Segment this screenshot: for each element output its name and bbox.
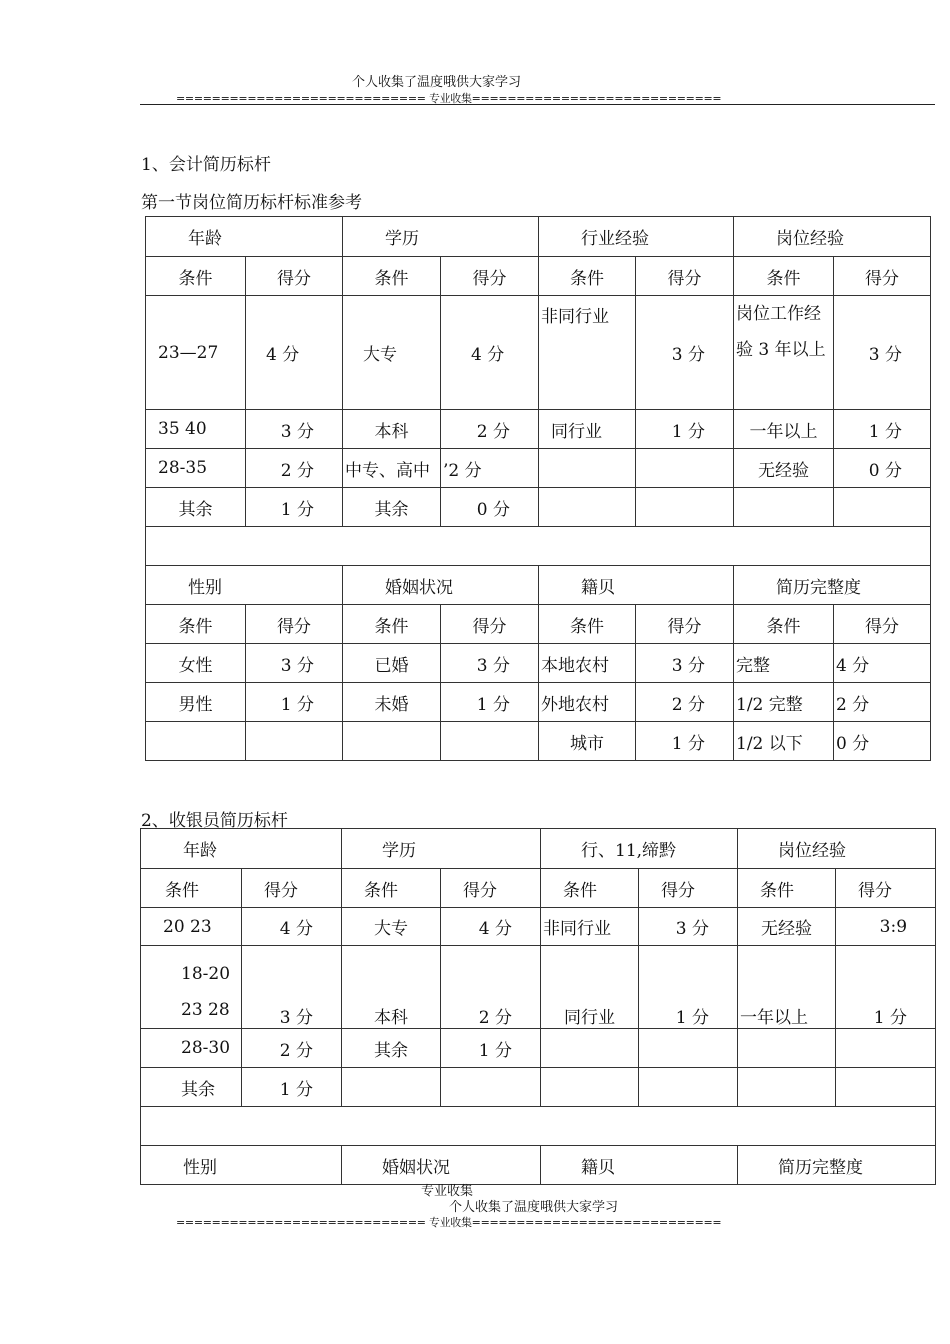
table-row <box>146 683 931 722</box>
table-cell: 4 分 <box>441 296 539 410</box>
table-row <box>146 488 931 527</box>
group-header-resume: 简历完整度 <box>738 1146 936 1185</box>
table-row <box>141 1029 936 1068</box>
table-cell: 大专 <box>343 296 441 410</box>
table-cell-line: 18-20 <box>181 964 231 984</box>
table-row <box>146 410 931 449</box>
table-row <box>146 722 931 761</box>
table-cell: 1/2 以下 <box>734 722 834 761</box>
accounting-score-table <box>145 216 931 761</box>
table-cell: 本科 <box>342 946 441 1029</box>
table-cell: 3 分 <box>636 644 734 683</box>
table-cell: 4 分 <box>834 644 931 683</box>
table-cell: 无经验 <box>734 449 834 488</box>
table-cell: 非同行业 <box>539 296 636 410</box>
group-header-origin: 籍贝 <box>541 1146 738 1185</box>
table-cell: 1 分 <box>246 683 343 722</box>
sub-header-score: 得分 <box>246 605 343 644</box>
table-cell: 本地农村 <box>539 644 636 683</box>
spacer-row <box>146 527 931 566</box>
table-cell: 一年以上 <box>738 946 836 1029</box>
table-cell: 3 分 <box>246 644 343 683</box>
table-cell: 3 分 <box>441 644 539 683</box>
table-cell: 本科 <box>343 410 441 449</box>
table-cell: 一年以上 <box>734 410 834 449</box>
table-cell: 2 分 <box>242 1029 342 1068</box>
table-cell: 4 分 <box>246 296 343 410</box>
table-cell: 3 分 <box>242 946 342 1029</box>
section2-title: 2、收银员简历标杆 <box>141 811 288 831</box>
table-cell: 4 分 <box>242 908 342 946</box>
table-cell: 1 分 <box>834 410 931 449</box>
table-cell: 3 分 <box>639 908 738 946</box>
table-cell: 4 分 <box>441 908 541 946</box>
table-cell: 2 分 <box>441 946 541 1029</box>
table-cell: 已婚 <box>343 644 441 683</box>
table-cell <box>246 722 343 761</box>
table-cell: 完整 <box>734 644 834 683</box>
section1-title: 1、会计简历标杆 <box>141 155 271 175</box>
table-cell <box>834 488 931 527</box>
group-header-position: 岗位经验 <box>734 217 931 257</box>
table-cell: 0 分 <box>834 722 931 761</box>
group-header-position: 岗位经验 <box>738 829 936 869</box>
table-cell: 35 40 <box>146 410 246 449</box>
table-cell <box>734 488 834 527</box>
table-cell <box>639 1029 738 1068</box>
sub-header-condition: 条件 <box>342 869 441 908</box>
group-header-age: 年龄 <box>141 829 342 869</box>
table-cell: 2 分 <box>441 410 539 449</box>
sub-header-condition: 条件 <box>343 605 441 644</box>
table-cell: 中专、高中 <box>343 449 441 488</box>
sub-header-condition: 条件 <box>541 869 639 908</box>
sub-header-condition: 条件 <box>146 257 246 296</box>
sub-header-condition: 条件 <box>539 257 636 296</box>
sub-header-score: 得分 <box>836 869 936 908</box>
table-cell <box>738 1029 836 1068</box>
table-cell <box>441 1068 541 1107</box>
group-header-resume: 简历完整度 <box>734 566 931 605</box>
table-cell <box>738 1068 836 1107</box>
table-cell: 同行业 <box>541 946 639 1029</box>
section1-subtitle: 第一节岗位简历标杆标准参考 <box>141 193 362 213</box>
table-cell <box>541 1029 639 1068</box>
table-cell: 1 分 <box>441 1029 541 1068</box>
sub-header-condition: 条件 <box>734 257 834 296</box>
sub-header-score: 得分 <box>246 257 343 296</box>
header-title: 个人收集了温度哦供大家学习 <box>352 75 522 90</box>
table-row <box>146 296 931 410</box>
table-cell: 男性 <box>146 683 246 722</box>
sub-header-condition: 条件 <box>734 605 834 644</box>
sub-header-condition: 条件 <box>146 605 246 644</box>
table-cell: 3:9 <box>836 908 936 946</box>
table-cell <box>539 449 636 488</box>
table-cell: 城市 <box>539 722 636 761</box>
table-cell <box>343 722 441 761</box>
header-rule <box>140 104 935 105</box>
table-cell <box>539 488 636 527</box>
table-cell: 其余 <box>342 1029 441 1068</box>
table-cell: 其余 <box>141 1068 242 1107</box>
table-cell-line: 岗位工作经 <box>736 304 821 324</box>
table-row <box>141 946 936 1029</box>
table-cell: 2 分 <box>636 683 734 722</box>
table-cell <box>836 1029 936 1068</box>
group-header-marital: 婚姻状况 <box>343 566 539 605</box>
table-cell <box>636 449 734 488</box>
group-header-origin: 籍贝 <box>539 566 734 605</box>
group-header-education: 学历 <box>342 829 541 869</box>
table-row <box>141 908 936 946</box>
header-divider-text: ============================ 专业收集============================ <box>176 92 722 105</box>
table-cell-line: 验 3 年以上 <box>736 340 826 360</box>
sub-header-score: 得分 <box>834 257 931 296</box>
table-cell: 2 分 <box>246 449 343 488</box>
table-cell: 0 分 <box>834 449 931 488</box>
table-cell <box>836 1068 936 1107</box>
table-cell: 外地农村 <box>539 683 636 722</box>
sub-header-score: 得分 <box>242 869 342 908</box>
table-cell: 0 分 <box>441 488 539 527</box>
table-cell <box>441 722 539 761</box>
table-cell: 2 分 <box>834 683 931 722</box>
spacer-cell <box>141 1107 936 1146</box>
table-row <box>146 644 931 683</box>
table-cell: 1 分 <box>639 946 738 1029</box>
group-header-industry: 行业经验 <box>539 217 734 257</box>
table-cell: 1/2 完整 <box>734 683 834 722</box>
group-header-gender: 性别 <box>141 1146 342 1185</box>
spacer-cell <box>146 527 931 566</box>
group-header-education: 学历 <box>343 217 539 257</box>
table-cell: 20 23 <box>141 908 242 946</box>
footer-label: 专业收集 <box>421 1184 474 1199</box>
group-header-gender: 性别 <box>146 566 343 605</box>
table-cell: 其余 <box>343 488 441 527</box>
table-cell: 1 分 <box>636 722 734 761</box>
table-cell <box>146 722 246 761</box>
sub-header-score: 得分 <box>834 605 931 644</box>
table-cell: 1 分 <box>242 1068 342 1107</box>
footer-title: 个人收集了温度哦供大家学习 <box>449 1200 619 1215</box>
table-cell: 1 分 <box>636 410 734 449</box>
table-cell: 28-35 <box>146 449 246 488</box>
footer-divider-text: ============================ 专业收集============================ <box>176 1216 722 1229</box>
table-cell: 3 分 <box>834 296 931 410</box>
table-cell <box>636 488 734 527</box>
table-cell: 女性 <box>146 644 246 683</box>
table-cell: 无经验 <box>738 908 836 946</box>
sub-header-score: 得分 <box>441 869 541 908</box>
table-cell: 1 分 <box>441 683 539 722</box>
table-cell: 3 分 <box>246 410 343 449</box>
table-cell: 非同行业 <box>541 908 639 946</box>
sub-header-score: 得分 <box>636 605 734 644</box>
table-cell <box>639 1068 738 1107</box>
table-cell: 1 分 <box>246 488 343 527</box>
group-header-industry: 行、11,缔黔 <box>541 829 738 869</box>
sub-header-condition: 条件 <box>539 605 636 644</box>
sub-header-condition: 条件 <box>738 869 836 908</box>
group-header-marital: 婚姻状况 <box>342 1146 541 1185</box>
sub-header-condition: 条件 <box>141 869 242 908</box>
table-cell: 1 分 <box>836 946 936 1029</box>
sub-header-score: 得分 <box>441 257 539 296</box>
table-cell: 28-30 <box>141 1029 242 1068</box>
table-cell: 其余 <box>146 488 246 527</box>
table-row <box>141 1068 936 1107</box>
table-row <box>146 449 931 488</box>
table-cell: 大专 <box>342 908 441 946</box>
table-cell <box>342 1068 441 1107</box>
sub-header-score: 得分 <box>441 605 539 644</box>
cashier-score-table <box>140 828 936 1185</box>
table-cell-line: 23 28 <box>181 1000 230 1020</box>
table-cell: 同行业 <box>539 410 636 449</box>
table-cell: 未婚 <box>343 683 441 722</box>
table-cell: 23—27 <box>146 296 246 410</box>
spacer-row <box>141 1107 936 1146</box>
table-cell <box>541 1068 639 1107</box>
table-cell: ’2 分 <box>441 449 539 488</box>
table-cell: 3 分 <box>636 296 734 410</box>
sub-header-score: 得分 <box>636 257 734 296</box>
sub-header-condition: 条件 <box>343 257 441 296</box>
group-header-age: 年龄 <box>146 217 343 257</box>
sub-header-score: 得分 <box>639 869 738 908</box>
